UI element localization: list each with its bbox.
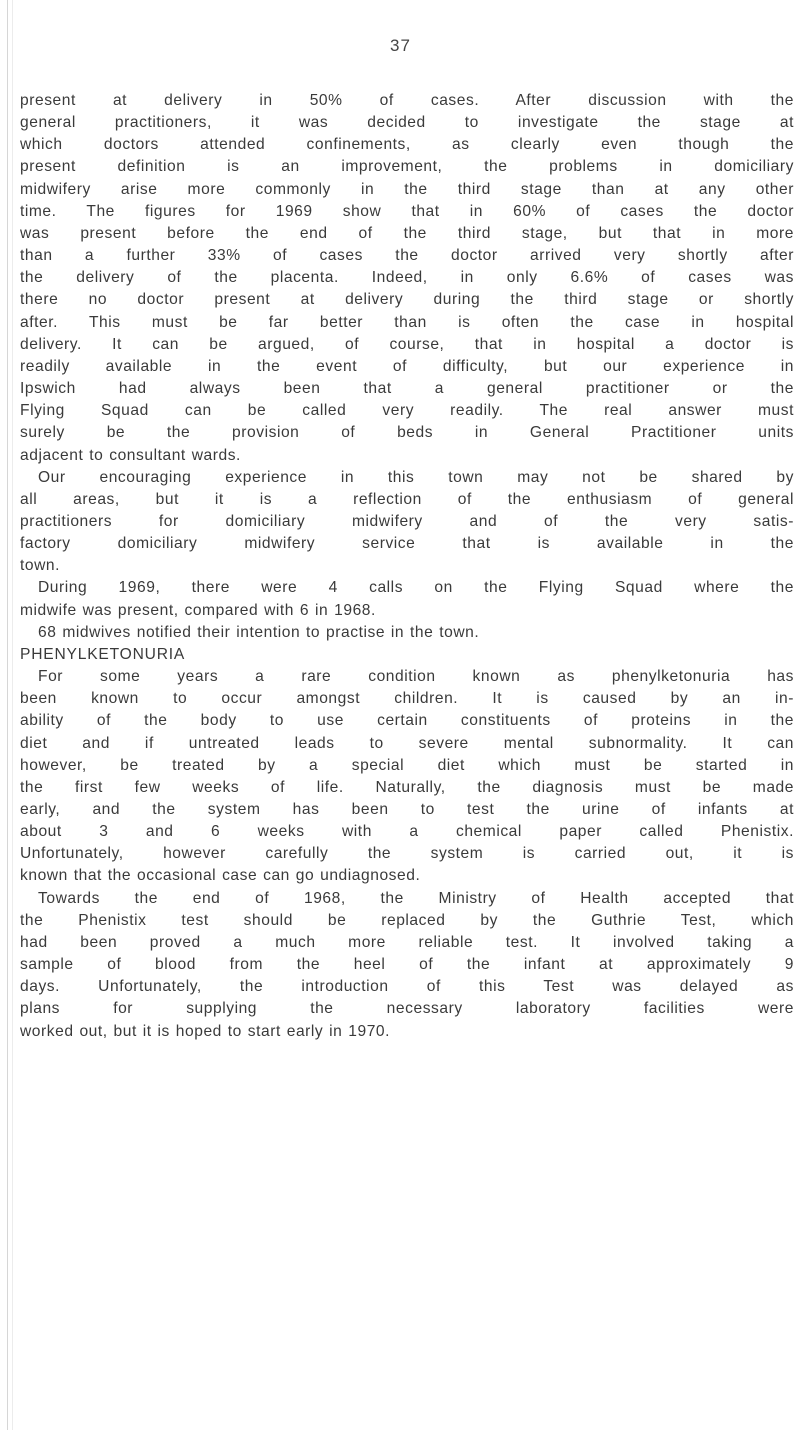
text-line: than a further 33% of cases the doctor arrived very shortly after (20, 247, 794, 265)
text-line: factory domiciliary midwifery service that is available in the (20, 535, 794, 553)
text-line: known that the occasional case can go undiagnosed. (20, 867, 421, 885)
text-line: ability of the body to use certain constituents of proteins in the (20, 712, 794, 730)
text-line: the delivery of the placenta. Indeed, in only 6.6% of cases was (20, 269, 794, 287)
text-line: midwife was present, compared with 6 in 1968. (20, 601, 376, 619)
text-line: midwifery arise more commonly in the third stage than at any other (20, 180, 794, 198)
text-line: Flying Squad can be called very readily. The real answer must (20, 402, 794, 420)
left-margin-rule (7, 0, 8, 1430)
page-number: 37 (390, 36, 411, 55)
text-line: general practitioners, it was decided to investigate the stage at (20, 114, 794, 132)
text-line: Towards the end of 1968, the Ministry of Health accepted that (38, 889, 794, 907)
text-line: plans for supplying the necessary laboratory facilities were (20, 1000, 794, 1018)
text-line: sample of blood from the heel of the infant at approximately 9 (20, 956, 794, 974)
section-heading: PHENYLKETONURIA (20, 645, 186, 663)
text-line: practitioners for domiciliary midwifery and of the very satis- (20, 512, 794, 530)
text-line: delivery. It can be argued, of course, that in hospital a doctor is (20, 335, 794, 353)
text-line: however, be treated by a special diet which must be started in (20, 756, 794, 774)
text-line: diet and if untreated leads to severe mental subnormality. It can (20, 734, 794, 752)
text-line: For some years a rare condition known as phenylketonuria has (38, 668, 794, 686)
text-line: been known to occur amongst children. It is caused by an in- (20, 690, 794, 708)
text-line: adjacent to consultant wards. (20, 446, 241, 464)
text-line: the first few weeks of life. Naturally, the diagnosis must be made (20, 778, 794, 796)
text-line: town. (20, 557, 61, 575)
text-line: present at delivery in 50% of cases. After discussion with the (20, 92, 794, 109)
text-line: which doctors attended confinements, as clearly even though the (20, 136, 794, 154)
text-line: 68 midwives notified their intention to practise in the town. (38, 623, 480, 641)
text-line: surely be the provision of beds in General Practitioner units (20, 424, 794, 442)
text-line: present definition is an improvement, the problems in domiciliary (20, 158, 794, 176)
text-line: Our encouraging experience in this town may not be shared by (38, 468, 794, 486)
text-line: after. This must be far better than is often the case in hospital (20, 313, 794, 331)
text-line: early, and the system has been to test the urine of infants at (20, 801, 794, 818)
text-line: time. The figures for 1969 show that in 60% of cases the doctor (20, 202, 794, 220)
text-line: worked out, but it is hoped to start early in 1970. (20, 1022, 391, 1040)
page-body (20, 90, 794, 1043)
text-line: had been proved a much more reliable test. It involved taking a (20, 933, 794, 951)
text-line: there no doctor present at delivery during the third stage or shortly (20, 291, 794, 309)
text-line: about 3 and 6 weeks with a chemical paper called Phenistix. (20, 823, 794, 841)
text-line: the Phenistix test should be replaced by the Guthrie Test, which (20, 911, 794, 929)
text-line: days. Unfortunately, the introduction of this Test was delayed as (20, 978, 794, 996)
text-line: all areas, but it is a reflection of the enthusiasm of general (20, 490, 794, 508)
text-line: During 1969, there were 4 calls on the Flying Squad where the (38, 579, 794, 597)
text-line: Unfortunately, however carefully the system is carried out, it is (20, 845, 794, 863)
left-margin-shadow (12, 0, 13, 1430)
text-line: Ipswich had always been that a general practitioner or the (20, 380, 794, 398)
text-line: readily available in the event of difficulty, but our experience in (20, 357, 794, 375)
text-line: was present before the end of the third stage, but that in more (20, 224, 794, 242)
